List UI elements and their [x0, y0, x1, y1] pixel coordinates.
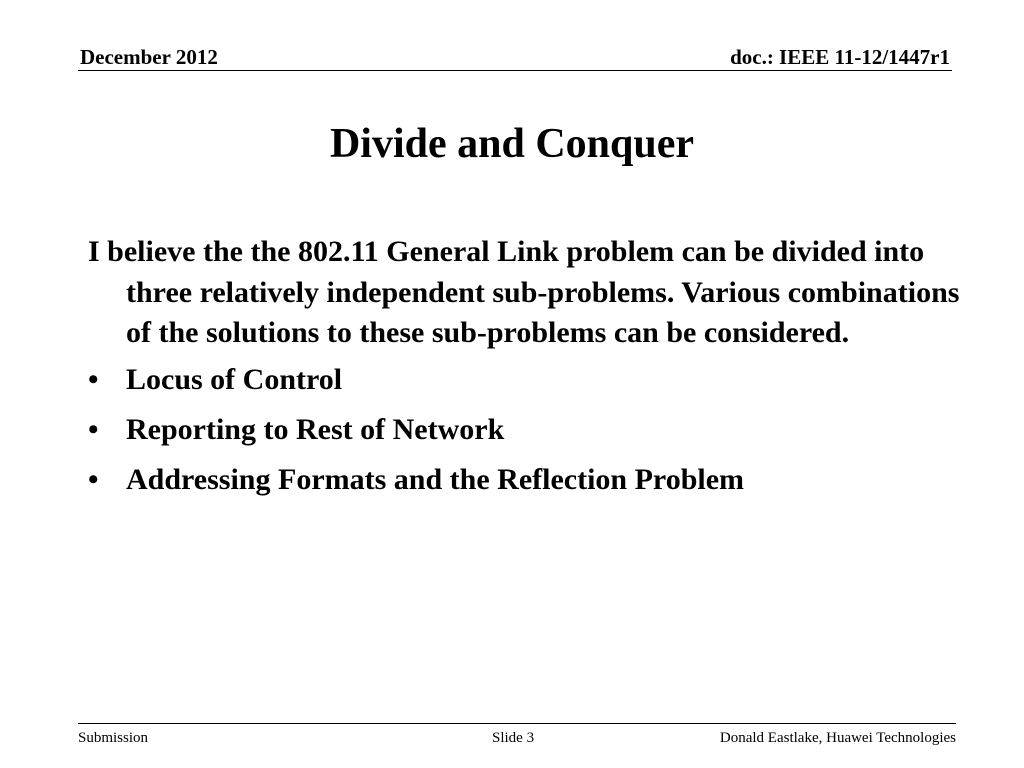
bullet-text: Addressing Formats and the Reflection Problem — [126, 462, 745, 496]
bullet-list — [88, 360, 968, 510]
bullet-item-reporting — [88, 410, 968, 460]
footer-slide-number: Slide 3 — [492, 730, 535, 746]
bullet-icon: • — [88, 462, 99, 496]
header-date: December 2012 — [80, 45, 218, 69]
footer-submission: Submission — [78, 730, 149, 746]
bullet-text: Locus of Control — [126, 362, 343, 396]
bullet-text: Reporting to Rest of Network — [126, 412, 505, 446]
intro-paragraph: I believe the the 802.11 General Link problem can be divided into three relatively independent sub-problems. Various combinations of the solutions to these sub-problems can be considered. — [88, 235, 960, 349]
header-doc-id: doc.: IEEE 11-12/1447r1 — [730, 45, 950, 69]
bullet-icon: • — [88, 412, 99, 446]
slide-footer — [78, 723, 956, 750]
footer-author: Donald Eastlake, Huawei Technologies — [719, 730, 956, 746]
bullet-item-addressing — [88, 460, 968, 510]
bullet-icon: • — [88, 362, 99, 396]
bullet-item-locus-of-control — [88, 360, 968, 410]
slide-body — [88, 232, 968, 510]
slide-title: Divide and Conquer — [329, 121, 695, 167]
slide-header — [78, 44, 952, 71]
